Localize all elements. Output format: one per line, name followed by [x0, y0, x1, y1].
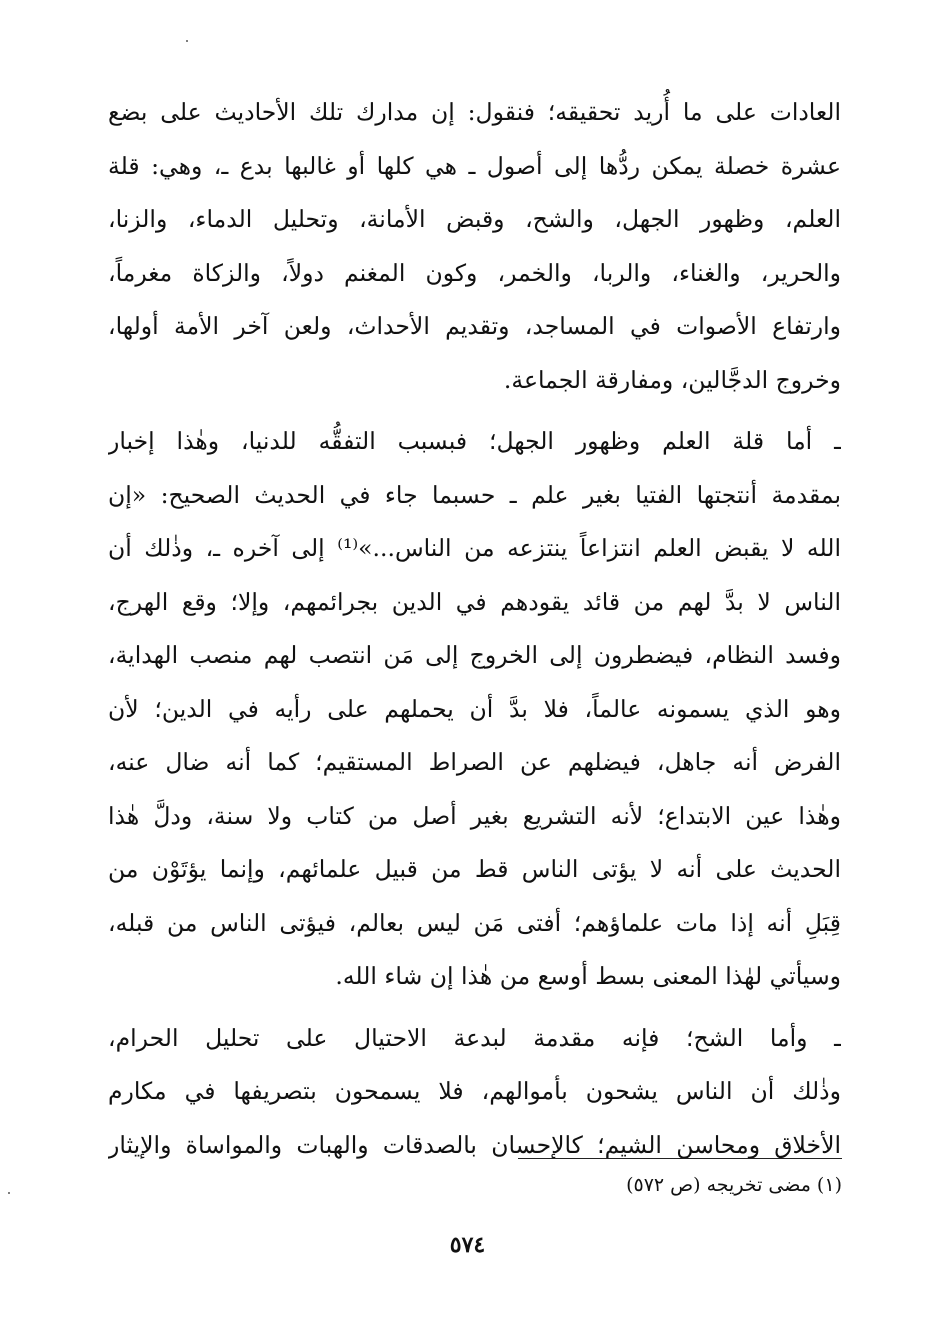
text-line: الناس لا بدَّ لهم من قائد يقودهم في الدين بجرائمهم، وإلا؛ وقع الهرج،	[108, 587, 841, 616]
text-line: الأخلاق ومحاسن الشيم؛ كالإحسان بالصدقات والهبات والمواساة والإيثار	[108, 1130, 841, 1159]
text-line: وسيأتي لهٰذا المعنى بسط أوسع من هٰذا إن شاء الله.	[335, 962, 841, 990]
text-line: بمقدمة أنتجتها الفتيا بغير علم ـ حسبما جاء في الحديث الصحيح: «إن	[108, 480, 841, 509]
text-line: وارتفاع الأصوات في المساجد، وتقديم الأحداث، ولعن آخر الأمة أولها،	[108, 312, 841, 340]
text-line: العلم، وظهور الجهل، والشح، وقبض الأمانة، وتحليل الدماء، والزنا،	[108, 205, 841, 233]
footnote: (١) مضى تخريجه (ص ٥٧٢)	[626, 1174, 842, 1196]
text-line: ـ وأما الشح؛ فإنه مقدمة لبدعة الاحتيال على تحليل الحرام،	[108, 1023, 841, 1052]
text-line: وذٰلك أن الناس يشحون بأموالهم، فلا يسمحون بتصريفها في مكارم	[108, 1077, 841, 1105]
text-line: الحديث على أنه لا يؤتى الناس قط من قبيل علمائهم، وإنما يؤتَوْن من	[108, 855, 841, 883]
main-text	[108, 86, 841, 1172]
text-line: الله لا يقبض العلم انتزاعاً ينتزعه من الناس...»⁽¹⁾ إلى آخره ـ، وذٰلك أن	[108, 534, 841, 562]
footnote-divider	[518, 1158, 842, 1159]
text-line: ـ أما قلة العلم وظهور الجهل؛ فبسبب التفقُّه للدنيا، وهٰذا إخبار	[108, 427, 841, 455]
text-line: وفسد النظام، فيضطرون إلى الخروج إلى مَن انتصب لهم منصب الهداية،	[108, 641, 841, 669]
text-line: والحرير، والغناء، والربا، والخمر، وكون المغنم دولاً، والزكاة مغرماً،	[108, 258, 841, 287]
text-line: الفرض أنه جاهل، فيضلهم عن الصراط المستقيم؛ كما أنه ضال عنه،	[108, 748, 841, 776]
scan-speck	[186, 40, 188, 42]
paragraph-gap	[108, 407, 841, 415]
paragraph-gap	[108, 1004, 841, 1012]
scan-speck	[8, 1192, 10, 1194]
text-line: عشرة خصلة يمكن ردُّها إلى أصول ـ هي كلها أو غالبها بدع ـ، وهي: قلة	[108, 151, 841, 180]
text-line: وخروج الدجَّالين، ومفارقة الجماعة.	[503, 365, 841, 394]
text-line: قِبَلِ أنه إذا مات علماؤهم؛ أفتى مَن ليس بعالم، فيؤتى الناس من قبله،	[108, 908, 841, 937]
text-line: وهو الذي يسمونه عالماً، فلا بدَّ أن يحملهم على رأيه في الدين؛ لأن	[108, 694, 841, 723]
page-number: ٥٧٤	[449, 1232, 486, 1258]
text-line: وهٰذا عين الابتداع؛ لأنه التشريع بغير أصل من كتاب ولا سنة، ودلَّ هٰذا	[108, 801, 841, 830]
text-line: العادات على ما أُريد تحقيقه؛ فنقول: إن مدارك تلك الأحاديث على بضع	[108, 98, 841, 126]
